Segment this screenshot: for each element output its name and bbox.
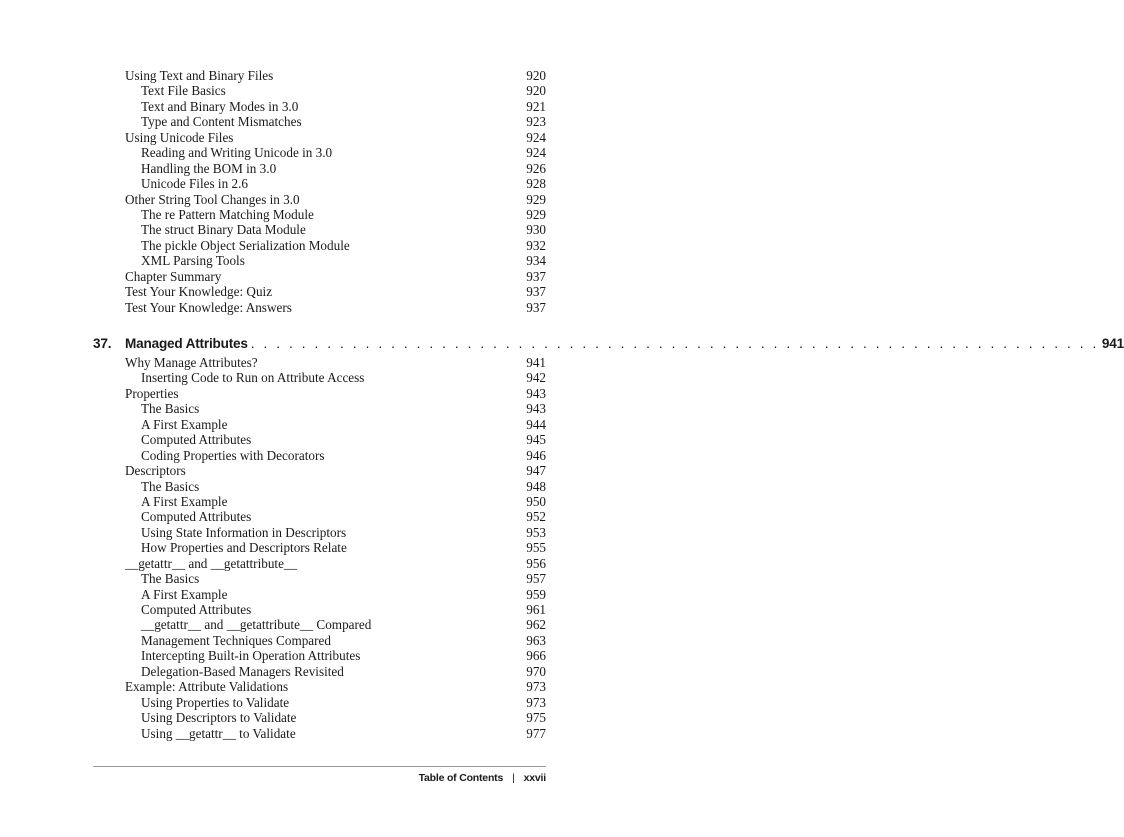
- toc-entry-title: Descriptors: [125, 463, 186, 479]
- toc-entry-title: The struct Binary Data Module: [141, 222, 306, 238]
- toc-entry-title: XML Parsing Tools: [141, 253, 245, 269]
- toc-entry[interactable]: [0, 417, 638, 432]
- toc-entry-page: 973: [526, 679, 546, 695]
- toc-entry[interactable]: [0, 617, 638, 632]
- toc-entry[interactable]: [0, 587, 638, 602]
- toc-entry-title: Computed Attributes: [141, 509, 252, 525]
- toc-entry-title: Inserting Code to Run on Attribute Access: [141, 370, 365, 386]
- toc-entry[interactable]: [0, 161, 638, 176]
- toc-entry-page: 955: [526, 540, 546, 556]
- toc-entry[interactable]: [0, 370, 638, 385]
- toc-entry-page: 943: [526, 385, 546, 401]
- toc-entry[interactable]: [0, 494, 638, 509]
- toc-entry-title: The Basics: [141, 571, 200, 587]
- toc-entry[interactable]: [0, 540, 638, 555]
- toc-entry-page: 973: [526, 694, 546, 710]
- toc-entry-title: Why Manage Attributes?: [125, 355, 258, 370]
- toc-entry-title: The Basics: [141, 401, 200, 417]
- toc-entry-page: 970: [526, 663, 546, 679]
- chapter-title: Managed Attributes: [125, 336, 248, 351]
- toc-entry-title: Text and Binary Modes in 3.0: [141, 98, 299, 114]
- toc-entry-title: Using Properties to Validate: [141, 694, 290, 710]
- toc-entry[interactable]: [0, 602, 638, 617]
- toc-entry-page: 962: [526, 617, 546, 633]
- chapter-heading[interactable]: [0, 334, 1124, 354]
- toc-entry-page: 950: [526, 493, 546, 509]
- toc-entry-page: 932: [526, 237, 546, 253]
- toc-entry-page: 977: [526, 725, 546, 741]
- toc-entry-page: 944: [526, 416, 546, 432]
- toc-entry-page: 926: [526, 160, 546, 176]
- toc-entry-title: A First Example: [141, 586, 228, 602]
- toc-entry-title: Handling the BOM in 3.0: [141, 160, 277, 176]
- toc-entry-title: A First Example: [141, 416, 228, 432]
- toc-entry-title: Chapter Summary: [125, 268, 222, 284]
- toc-entry[interactable]: [0, 556, 638, 571]
- toc-entry[interactable]: [0, 571, 638, 586]
- toc-entry[interactable]: [0, 432, 638, 447]
- toc-entry-page: 923: [526, 114, 546, 130]
- footer-page-number: xxvii: [523, 772, 546, 784]
- toc-entry-title: The re Pattern Matching Module: [141, 206, 314, 222]
- toc-entry-page: 937: [526, 299, 546, 315]
- toc-entry[interactable]: [0, 525, 638, 540]
- toc-entry-title: A First Example: [141, 493, 228, 509]
- toc-entry-page: 943: [526, 401, 546, 417]
- toc-entry-title: Test Your Knowledge: Answers: [125, 299, 292, 315]
- toc-entry-page: 930: [526, 222, 546, 238]
- toc-entry[interactable]: [0, 386, 638, 401]
- toc-entry[interactable]: [0, 710, 638, 725]
- toc-entry-title: How Properties and Descriptors Relate: [141, 540, 347, 556]
- toc-entry-title: Using State Information in Descriptors: [141, 524, 347, 540]
- toc-entry-page: 963: [526, 632, 546, 648]
- toc-entry-title: Properties: [125, 385, 179, 401]
- dot-leader: . . . . . . . . . . . . . . . . . . . . . . . . . . . . . . . . . . . . . . . . . . . . . . . . . . . . . . . . . . . . . . . . . . .: [250, 336, 1099, 351]
- toc-entry[interactable]: [0, 145, 638, 160]
- toc-entry-title: Computed Attributes: [141, 432, 252, 448]
- toc-entry-title: __getattr__ and __getattribute__ Compared: [141, 617, 372, 633]
- toc-entry-page: 948: [526, 478, 546, 494]
- footer-section: Table of Contents: [418, 772, 504, 784]
- toc-entry-page: 924: [526, 129, 546, 145]
- toc-entry-page: 952: [526, 509, 546, 525]
- toc-entry-page: 937: [526, 268, 546, 284]
- toc-entry-page: 921: [526, 98, 546, 114]
- toc-entry[interactable]: [0, 68, 638, 83]
- toc-entry-page: 937: [526, 284, 546, 300]
- toc-entry-title: Text File Basics: [141, 83, 226, 99]
- toc-entry-page: 934: [526, 253, 546, 269]
- toc-entry-page: 947: [526, 463, 546, 479]
- toc-entry[interactable]: [0, 448, 638, 463]
- toc-entry-title: Management Techniques Compared: [141, 632, 331, 648]
- toc-entry[interactable]: [0, 401, 638, 416]
- toc-entry-title: __getattr__ and __getattribute__: [125, 555, 298, 571]
- toc-entry[interactable]: [0, 648, 638, 663]
- toc-entry-title: Using Text and Binary Files: [125, 68, 274, 83]
- toc-entry-title: Reading and Writing Unicode in 3.0: [141, 145, 333, 161]
- toc-entry-title: Delegation-Based Managers Revisited: [141, 663, 344, 679]
- toc-entry-title: Type and Content Mismatches: [141, 114, 302, 130]
- toc-entry-title: Using Descriptors to Validate: [141, 710, 297, 726]
- toc-entry-page: 928: [526, 176, 546, 192]
- toc-entry[interactable]: [0, 176, 638, 191]
- chapter-gap: [0, 315, 638, 334]
- toc-entry-page: 929: [526, 206, 546, 222]
- footer-rule: [93, 766, 546, 767]
- toc-entry-page: 953: [526, 524, 546, 540]
- toc-entry-title: Coding Properties with Decorators: [141, 447, 325, 463]
- footer-separator: |: [512, 772, 515, 784]
- toc-entry-title: Example: Attribute Validations: [125, 679, 289, 695]
- toc-entry[interactable]: [0, 300, 638, 315]
- toc-entry[interactable]: [0, 192, 638, 207]
- toc-entry-page: 961: [526, 602, 546, 617]
- toc-entry-page: 920: [526, 83, 546, 99]
- toc-entry[interactable]: [0, 726, 638, 741]
- toc-entry-page: 920: [526, 68, 546, 83]
- toc-entry-page: 941: [526, 355, 546, 370]
- toc-entry[interactable]: [0, 130, 638, 145]
- toc-entry[interactable]: [0, 269, 638, 284]
- toc-entry-page: 956: [526, 555, 546, 571]
- toc-entry-title: Other String Tool Changes in 3.0: [125, 191, 300, 207]
- toc-entry-title: Unicode Files in 2.6: [141, 176, 248, 192]
- toc-entry[interactable]: [0, 355, 638, 370]
- toc-entry-title: Intercepting Built-in Operation Attributes: [141, 648, 361, 664]
- toc-entry-title: The Basics: [141, 478, 200, 494]
- toc-entry-page: 966: [526, 648, 546, 664]
- toc-entry[interactable]: [0, 222, 638, 237]
- toc-entry[interactable]: [0, 253, 638, 268]
- toc-entry[interactable]: [0, 83, 638, 98]
- toc-entry-page: 959: [526, 586, 546, 602]
- toc-entry[interactable]: [0, 679, 638, 694]
- toc-entry[interactable]: [0, 207, 638, 222]
- toc-entry[interactable]: [0, 509, 638, 524]
- toc-entry-page: 975: [526, 710, 546, 726]
- toc-entry[interactable]: [0, 238, 638, 253]
- toc-entry-title: The pickle Object Serialization Module: [141, 237, 350, 253]
- chapter-number: 37.: [93, 336, 112, 351]
- toc-entry[interactable]: [0, 664, 638, 679]
- toc-entry[interactable]: [0, 114, 638, 129]
- toc-entry-title: Using __getattr__ to Validate: [141, 725, 296, 741]
- toc-entry-page: 924: [526, 145, 546, 161]
- toc-entry-title: Computed Attributes: [141, 602, 252, 617]
- toc-entry[interactable]: [0, 633, 638, 648]
- chapter-page: 941: [1101, 336, 1124, 351]
- toc-entry-page: 929: [526, 191, 546, 207]
- toc-entry-page: 942: [526, 370, 546, 386]
- page-footer: [419, 772, 546, 784]
- toc-entry[interactable]: [0, 695, 638, 710]
- toc-entries-chapter-37: [0, 355, 638, 741]
- table-of-contents: [0, 68, 1124, 741]
- toc-entry-title: Test Your Knowledge: Quiz: [125, 284, 273, 300]
- toc-entry[interactable]: [0, 463, 638, 478]
- toc-entry[interactable]: [0, 284, 638, 299]
- toc-entry-page: 946: [526, 447, 546, 463]
- toc-entry-page: 957: [526, 571, 546, 587]
- toc-entry-page: 945: [526, 432, 546, 448]
- toc-entry[interactable]: [0, 99, 638, 114]
- toc-entries-previous-chapter: [0, 68, 638, 315]
- toc-entry-title: Using Unicode Files: [125, 129, 234, 145]
- toc-entry[interactable]: [0, 479, 638, 494]
